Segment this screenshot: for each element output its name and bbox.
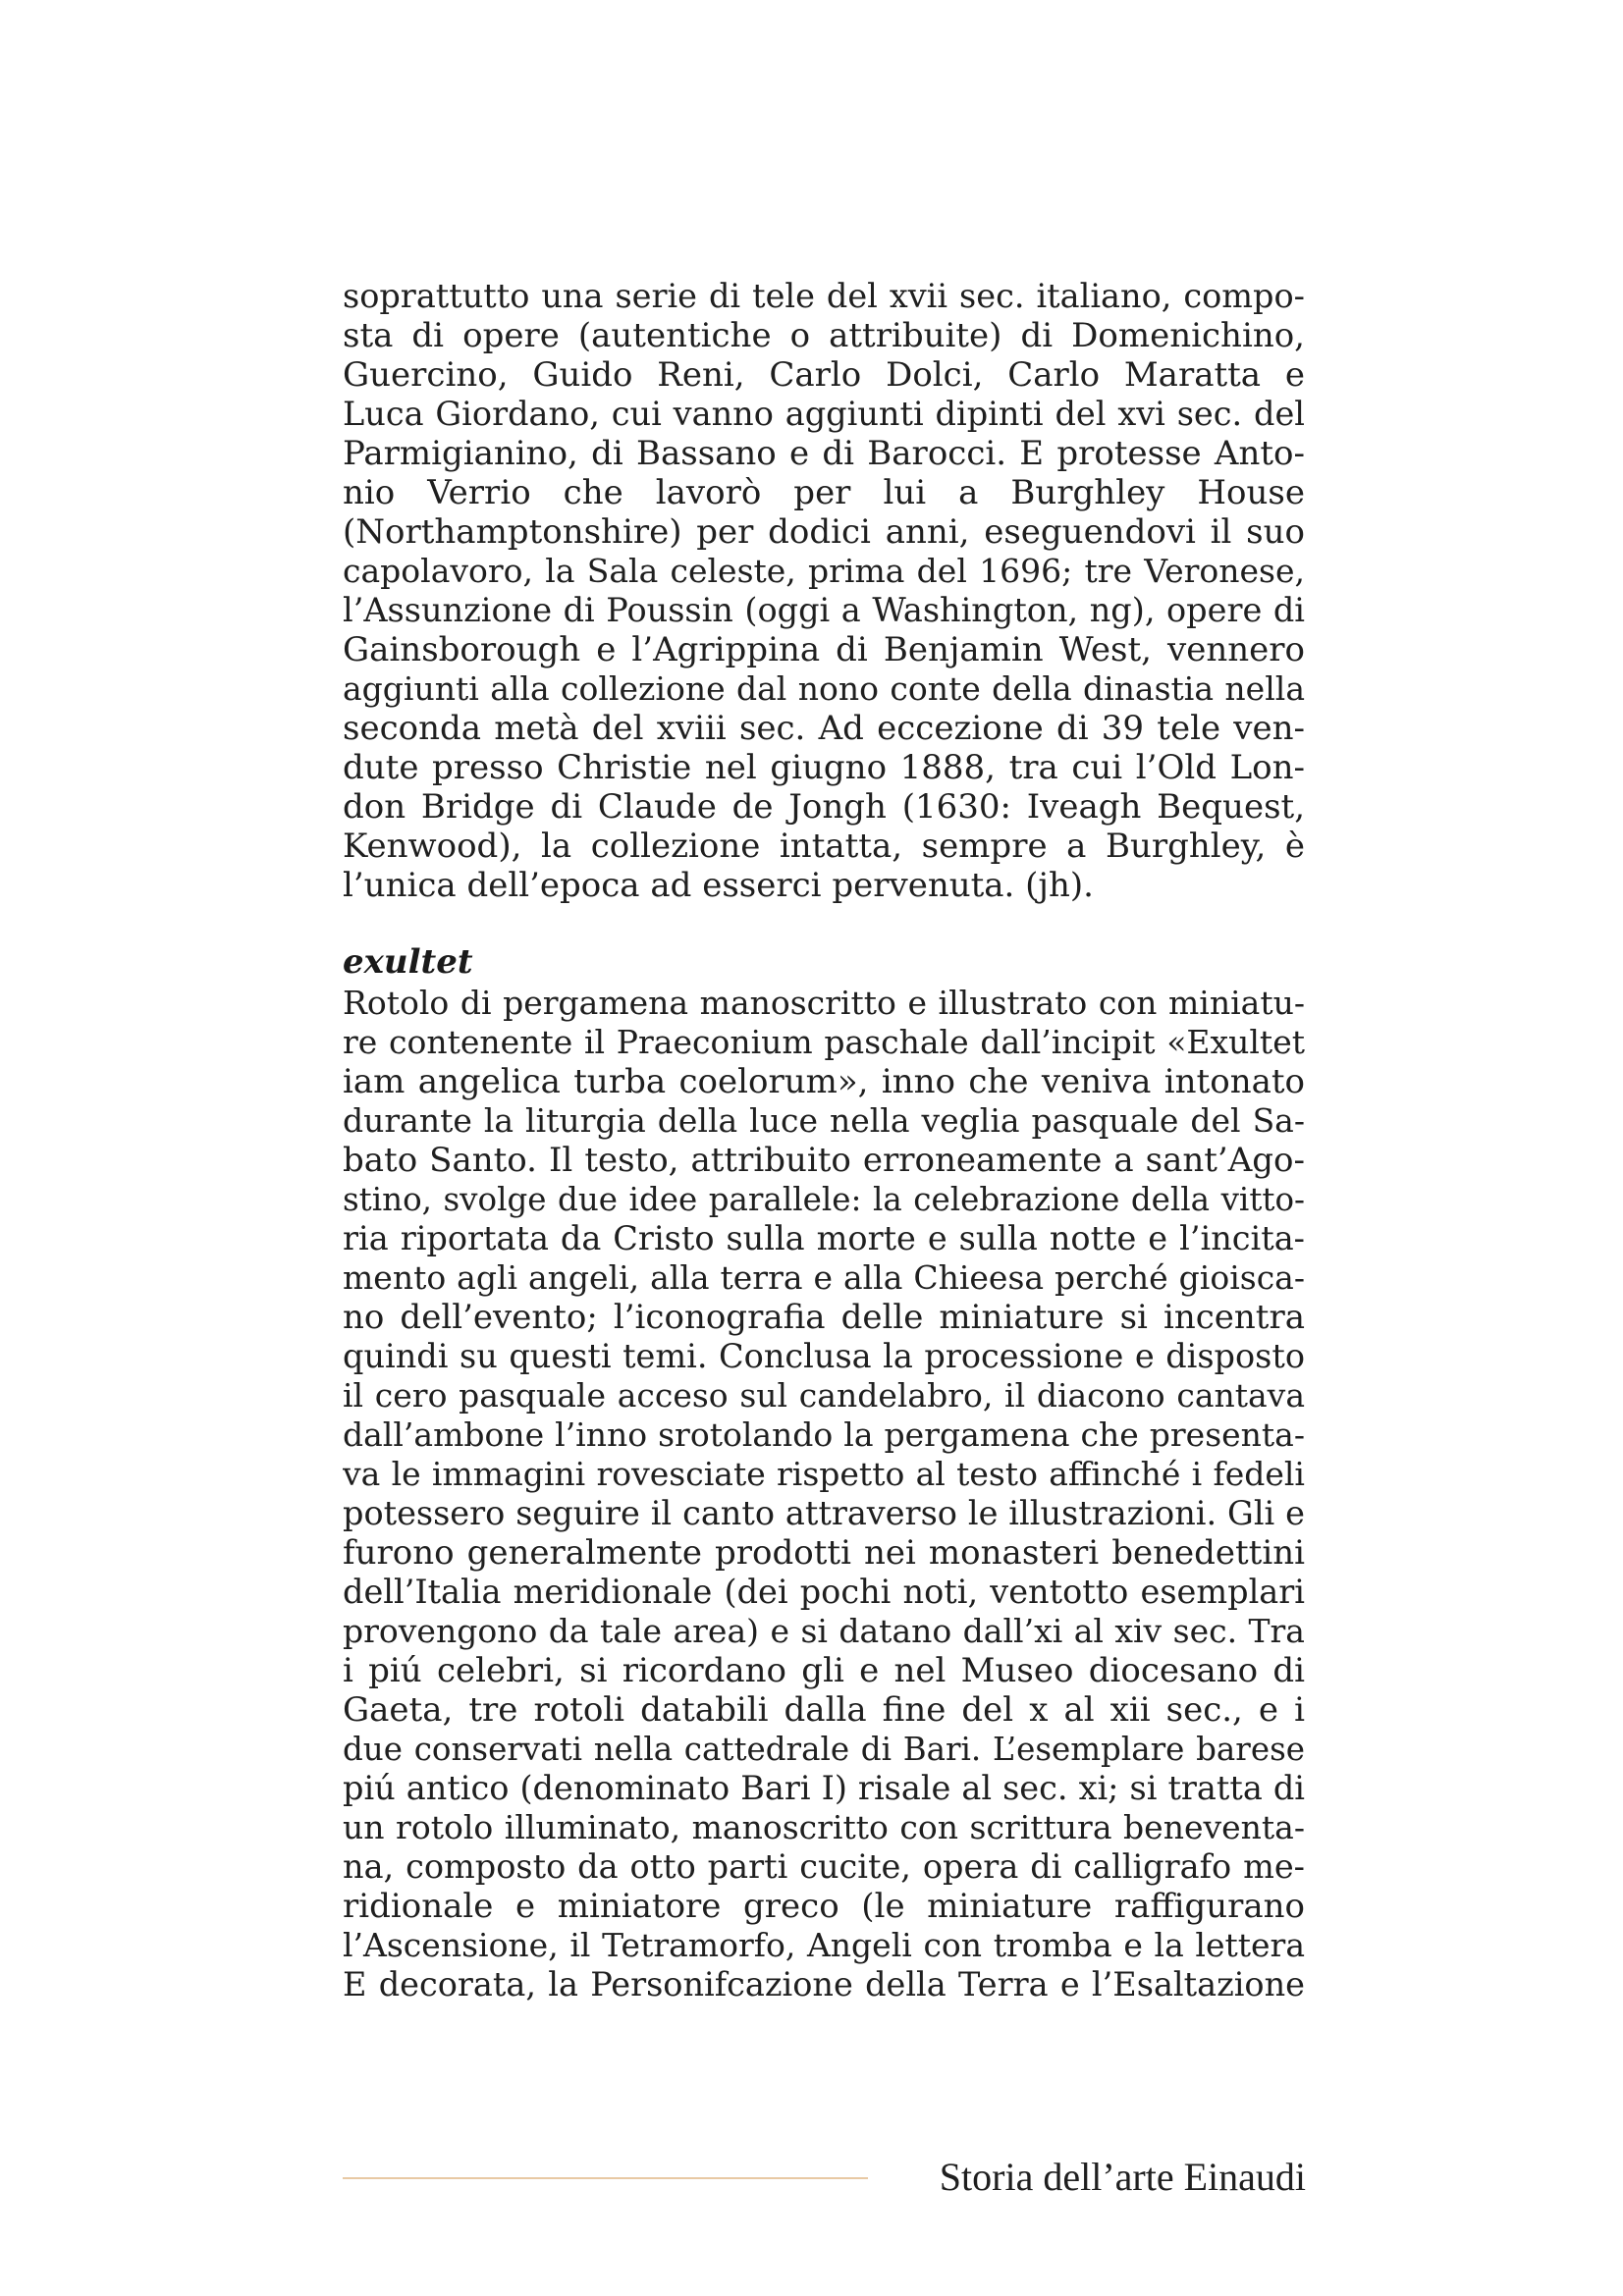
text-line: il cero pasquale acceso sul candelabro, il diacono cantava <box>343 1376 1305 1415</box>
text-line: dall’ambone l’inno srotolando la pergamena che presenta- <box>343 1415 1305 1454</box>
footer-rule <box>343 2177 868 2179</box>
text-line: i piú celebri, si ricordano gli e nel Museo diocesano di <box>343 1651 1305 1690</box>
text-line: dell’Italia meridionale (dei pochi noti, ventotto esemplari <box>343 1573 1305 1611</box>
text-line: Gaeta, tre rotoli databili dalla fine del x al xii sec., e i <box>343 1690 1305 1730</box>
text-line: va le immagini rovesciate rispetto al testo affinché i fedeli <box>343 1455 1305 1493</box>
text-line: Luca Giordano, cui vanno aggiunti dipinti del xvi sec. del <box>343 395 1305 433</box>
text-line: ridionale e miniatore greco (le miniature raffigurano <box>343 1887 1305 1926</box>
text-line: l’Ascensione, il Tetramorfo, Angeli con tromba e la lettera <box>343 1926 1305 1964</box>
footer-title: Storia dell’arte Einaudi <box>939 2155 1306 2199</box>
text-line: due conservati nella cattedrale di Bari. L’esemplare barese <box>343 1731 1305 1768</box>
text-line: capolavoro, la Sala celeste, prima del 1696; tre Veronese, <box>343 552 1305 590</box>
text-line: iam angelica turba coelorum», inno che veniva intonato <box>343 1062 1305 1101</box>
text-line: provengono da tale area) e si datano dall’xi al xiv sec. Tra <box>343 1612 1305 1650</box>
text-line: ria riportata da Cristo sulla morte e sulla notte e l’incita- <box>343 1219 1305 1257</box>
text-line: l’unica dell’epoca ad esserci pervenuta. (jh). <box>343 866 1094 905</box>
text-line: sta di opere (autentiche o attribuite) di Domenichino, <box>343 316 1305 355</box>
entry-spacer <box>343 905 1305 940</box>
text-line: nio Verrio che lavorò per lui a Burghley House <box>343 473 1305 512</box>
text-column <box>343 277 1305 2004</box>
previous-entry-text <box>343 277 1305 905</box>
text-line: (Northamptonshire) per dodici anni, eseguendovi il suo <box>343 512 1305 552</box>
entry-title: exultet <box>343 942 473 982</box>
text-line: E decorata, la Personifcazione della Terra e l’Esaltazione <box>343 1965 1305 2003</box>
text-line: don Bridge di Claude de Jongh (1630: Iveagh Bequest, <box>343 787 1305 827</box>
text-line: durante la liturgia della luce nella veglia pasquale del Sa- <box>343 1101 1305 1140</box>
text-line: furono generalmente prodotti nei monasteri benedettini <box>343 1533 1305 1573</box>
text-line: Kenwood), la collezione intatta, sempre a Burghley, è <box>343 827 1305 866</box>
text-line: un rotolo illuminato, manoscritto con scrittura beneventa- <box>343 1808 1305 1846</box>
text-line: piú antico (denominato Bari I) risale al sec. xi; si tratta di <box>343 1769 1305 1807</box>
entry-body <box>343 984 1305 2004</box>
text-line: stino, svolge due idee parallele: la celebrazione della vitto- <box>343 1181 1305 1218</box>
text-line: seconda metà del xviii sec. Ad eccezione di 39 tele ven- <box>343 709 1305 748</box>
text-line: aggiunti alla collezione dal nono conte della dinastia nella <box>343 669 1305 708</box>
text-line: Gainsborough e l’Agrippina di Benjamin West, vennero <box>343 630 1305 669</box>
text-line: re contenente il Praeconium paschale dall’incipit «Exultet <box>343 1023 1305 1061</box>
text-line: no dell’evento; l’iconografia delle miniature si incentra <box>343 1298 1305 1337</box>
text-line: dute presso Christie nel giugno 1888, tra cui l’Old Lon- <box>343 748 1305 787</box>
text-line: mento agli angeli, alla terra e alla Chieesa perché gioisca- <box>343 1258 1305 1297</box>
text-line: Rotolo di pergamena manoscritto e illustrato con miniatu- <box>343 984 1305 1022</box>
text-line: quindi su questi temi. Conclusa la processione e disposto <box>343 1337 1305 1375</box>
text-line: na, composto da otto parti cucite, opera di calligrafo me- <box>343 1847 1305 1886</box>
text-line: potessero seguire il canto attraverso le illustrazioni. Gli e <box>343 1494 1305 1532</box>
text-line: Guercino, Guido Reni, Carlo Dolci, Carlo Maratta e <box>343 355 1305 395</box>
text-line: Parmigianino, di Bassano e di Barocci. E protesse Anto- <box>343 434 1305 473</box>
text-line: bato Santo. Il testo, attribuito erroneamente a sant’Ago- <box>343 1141 1305 1180</box>
text-line: soprattutto una serie di tele del xvii sec. italiano, compo- <box>343 277 1305 315</box>
text-line: l’Assunzione di Poussin (oggi a Washington, ng), opere di <box>343 591 1305 629</box>
